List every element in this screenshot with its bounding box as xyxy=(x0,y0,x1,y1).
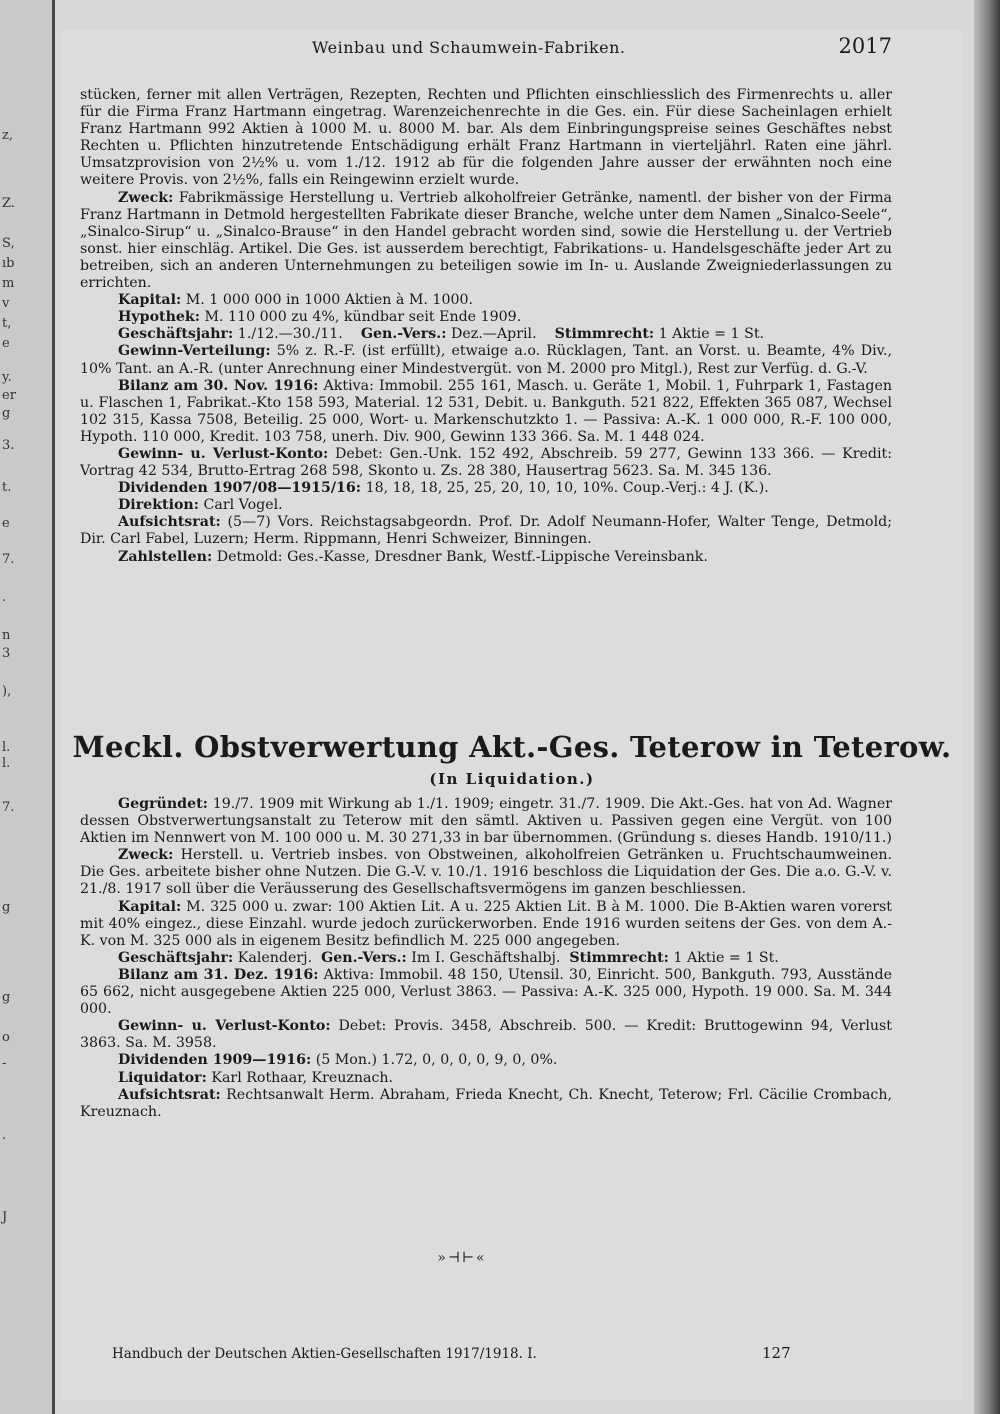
teterow-entry xyxy=(80,796,892,1121)
entry-label: Bilanz am 31. Dez. 1916: xyxy=(118,966,319,983)
margin-fragment: S, xyxy=(2,236,15,251)
margin-fragment: 3 xyxy=(2,646,11,661)
entry-kapital xyxy=(80,292,892,309)
entry-geschaeftsjahr xyxy=(80,326,892,343)
entry-gewinn-verteilung xyxy=(80,343,892,377)
margin-fragment: m xyxy=(2,276,15,291)
entry-text: M. 110 000 zu 4%, kündbar seit Ende 1909. xyxy=(204,309,522,326)
entry-zweck xyxy=(80,190,892,293)
entry-text: Rechtsanwalt Herm. Abraham, Frieda Knecht, Ch. Knecht, Teterow; Frl. Cäcilie Crombach, Kreuznach. xyxy=(80,1086,892,1120)
entry-text: Aktiva: Immobil. 255 161, Masch. u. Geräte 1, Mobil. 1, Fuhrpark 1, Fastagen u. Flaschen 1, Fabrikat.-Kto 158 593, Material. 12 531, Debit. u. Bankguth. 521 822, Effekten 365 087, Wechsel 102 315, Kassa 7508, Beteilig. 25 000, Wort- u. Markenschutzkto 1. — Passiva: A.-K. 1 000 000, R.-F. 100 000, Hypoth. 110 000, Kredit. 103 758, unerh. Div. 900, Gewinn 133 366. Sa. M. 1 448 024. xyxy=(80,377,892,445)
margin-fragment: ıb xyxy=(2,256,15,271)
entry-zweck xyxy=(80,847,892,898)
entry-label: Bilanz am 30. Nov. 1916: xyxy=(118,377,319,394)
entry-text: Debet: Provis. 3458, Abschreib. 500. — Kredit: Bruttogewinn 94, Verlust 3863. Sa. M. 3958. xyxy=(80,1018,892,1052)
margin-fragment: t. xyxy=(2,480,12,495)
margin-fragment: Z. xyxy=(2,196,15,211)
entry-geschaeftsjahr xyxy=(80,950,892,967)
entry-text: 1 Aktie = 1 St. xyxy=(658,326,765,343)
entry-text: Fabrikmässige Herstellung u. Vertrieb alkoholfreier Getränke, namentl. der bisher von der Firma Franz Hartmann in Detmold hergestellten Fabrikate dieser Branche, welche unter dem Namen „Sinalco-Seele“, „Sinalco-Sirup“ u. „Sinalco-Brause“ in den Handel gebracht worden sind, sowie die Herstellung u. der Vertrieb sonst. hier einschläg. Artikel. Die Ges. ist ausserdem berechtigt, Fabrikations- u. Handelsgeschäfte jeder Art zu betreiben, sich an anderen Unternehmungen zu beteiligen sowie im In- u. Auslande Zweigniederlassungen zu errichten. xyxy=(80,189,892,292)
entry-label: Kapital: xyxy=(118,292,182,309)
margin-fragment: l. xyxy=(2,756,11,771)
entry-text: Kalenderj. xyxy=(237,949,313,966)
section-end-ornament: »⊣⊢« xyxy=(437,1250,487,1266)
entry-label: Hypothek: xyxy=(118,309,200,326)
footer-signature-number: 127 xyxy=(762,1344,791,1362)
page-number: 2017 xyxy=(838,34,892,58)
entry-gewinn-verlust xyxy=(80,446,892,480)
liquidation-subtitle: (In Liquidation.) xyxy=(429,770,595,788)
entry-label: Gen.-Vers.: xyxy=(360,326,447,343)
entry-text: (5—7) Vors. Reichstagsabgeordn. Prof. Dr. Adolf Neumann-Hofer, Walter Tenge, Detmold; Dir. Carl Fabel, Luzern; Herm. Rippmann, Henri Schweizer, Binningen. xyxy=(80,514,892,548)
entry-text: Debet: Gen.-Unk. 152 492, Abschreib. 59 277, Gewinn 133 366. — Kredit: Vortrag 42 534, Brutto-Ertrag 268 598, Skonto u. Zs. 28 380, Hausertrag 5623. Sa. M. 345 136. xyxy=(80,445,892,480)
margin-fragment: ), xyxy=(2,684,12,699)
page-edge-shadow xyxy=(974,0,1000,1414)
entry-gegruendet xyxy=(80,796,892,847)
margin-fragment: y. xyxy=(2,370,12,385)
margin-fragment: n xyxy=(2,628,11,643)
entry-label: Direktion: xyxy=(118,497,199,514)
entry-label: Zweck: xyxy=(118,847,174,864)
margin-fragment: 7. xyxy=(2,800,15,815)
entry-label: Zweck: xyxy=(118,189,174,206)
entry-text: 19./7. 1909 mit Wirkung ab 1./1. 1909; eingetr. 31./7. 1909. Die Akt.-Ges. hat von Ad. Wagner dessen Obstverwertungsanstalt zu Teterow mit den sämtl. Aktiven u. Passiven gegen eine Vergüt. von 100 Aktien im Nennwert von M. 100 000 u. M. 30 271,33 in bar übernommen. (Gründung s. dieses Handb. 1910/11.) xyxy=(80,796,892,847)
margin-fragment: g xyxy=(2,406,11,421)
entry-text: 18, 18, 18, 25, 25, 20, 10, 10, 10%. Coup.-Verj.: 4 J. (K.). xyxy=(365,480,769,497)
running-header xyxy=(62,34,892,68)
book-page xyxy=(62,30,962,1400)
margin-fragment: z, xyxy=(2,128,13,143)
entry-liquidator xyxy=(80,1070,892,1087)
sinalco-entry-continued xyxy=(80,87,892,566)
entry-bilanz xyxy=(80,967,892,1018)
company-title: Meckl. Obstverwertung Akt.-Ges. Teterow in Teterow. xyxy=(72,730,952,764)
margin-fragment: g xyxy=(2,990,11,1005)
entry-text: Herstell. u. Vertrieb insbes. von Obstweinen, alkoholfreien Getränken u. Fruchtschaumweinen. Die Ges. arbeitete bisher ohne Nutzen. Die G.-V. v. 10./1. 1916 beschloss die Liquidation der Ges. Die a.o. G.-V. v. 21./8. 1917 soll über die Veräusserung des Gesellschaftsvermögens im ganzen beschliessen. xyxy=(80,847,892,898)
margin-fragment: er xyxy=(2,388,16,403)
entry-label: Geschäftsjahr: xyxy=(118,326,234,343)
margin-fragment: g xyxy=(2,900,11,915)
entry-label: Dividenden 1907/08—1915/16: xyxy=(118,480,362,497)
entry-label: Kapital: xyxy=(118,898,182,915)
entry-label: Liquidator: xyxy=(118,1069,207,1086)
entry-dividenden xyxy=(80,1052,892,1069)
margin-fragment: v xyxy=(2,296,10,311)
margin-fragment: t, xyxy=(2,316,12,331)
entry-text: M. 1 000 000 in 1000 Aktien à M. 1000. xyxy=(185,292,474,309)
previous-page-margin xyxy=(0,0,55,1414)
entry-zahlstellen xyxy=(80,549,892,566)
margin-fragment: e xyxy=(2,516,10,531)
entry-gewinn-verlust xyxy=(80,1018,892,1052)
entry-text: Aktiva: Immobil. 48 150, Utensil. 30, Einricht. 500, Bankguth. 793, Ausstände 65 662, nicht ausgegebene Aktien 225 000, Verlust 3863. — Passiva: A.-K. 325 000, Hypoth. 19 000. Sa. M. 344 000. xyxy=(80,966,892,1018)
margin-fragment: 7. xyxy=(2,552,15,567)
margin-fragment: - xyxy=(2,1056,7,1071)
entry-text: M. 325 000 u. zwar: 100 Aktien Lit. A u. 225 Aktien Lit. B à M. 1000. Die B-Aktien waren vorerst mit 40% eingez., diese Einzahl. wurde jedoch zurückerworben. Ende 1916 wurden seitens der Ges. von dem A.-K. von M. 325 000 als in eigenem Besitz befindlich M. 225 000 angegeben. xyxy=(80,898,892,949)
entry-aufsichtsrat xyxy=(80,514,892,548)
running-title: Weinbau und Schaumwein-Fabriken. xyxy=(312,38,626,57)
entry-label: Gewinn- u. Verlust-Konto: xyxy=(118,445,329,462)
entry-hypothek xyxy=(80,309,892,326)
entry-aufsichtsrat xyxy=(80,1087,892,1121)
intro-paragraph: stücken, ferner mit allen Verträgen, Rezepten, Rechten und Pflichten einschliesslich des Firmenrechts u. aller für die Firma Franz Hartmann eingetrag. Warenzeichenrechte in die Ges. ein. Für diese Sacheinlagen erhielt Franz Hartmann 992 Aktien à 1000 M. u. 8000 M. bar. Als dem Einbringungspreise seines Geschäftes nebst Rechten u. Pflichten hinzutretende Entschädigung erhält Franz Hartmann in vierteljährl. Raten eine jährl. Umsatzprovision von 2½% u. vom 1./12. 1912 ab für die folgenden Jahre ausser der erwähnten noch eine weitere Provis. von 2½%, falls ein Reingewinn erzielt wurde. xyxy=(80,87,892,189)
margin-fragment: l. xyxy=(2,740,11,755)
entry-label: Geschäftsjahr: xyxy=(118,949,234,966)
entry-label: Aufsichtsrat: xyxy=(118,514,221,531)
entry-text: 1 Aktie = 1 St. xyxy=(673,949,779,966)
entry-text: Im I. Geschäftshalbj. xyxy=(411,949,561,966)
entry-text: (5 Mon.) 1.72, 0, 0, 0, 0, 9, 0, 0%. xyxy=(315,1052,558,1069)
margin-fragment: e xyxy=(2,336,10,351)
entry-kapital xyxy=(80,899,892,950)
entry-label: Gewinn- u. Verlust-Konto: xyxy=(118,1018,331,1035)
entry-label: Gegründet: xyxy=(118,796,208,812)
entry-label: Zahlstellen: xyxy=(118,548,213,565)
footer-book-title: Handbuch der Deutschen Aktien-Gesellschaften 1917/1918. I. xyxy=(112,1346,537,1362)
margin-fragment: . xyxy=(2,1128,7,1143)
entry-text: Dez.—April. xyxy=(450,326,537,343)
entry-text: Carl Vogel. xyxy=(203,497,283,514)
entry-text: 5% z. R.-F. (ist erfüllt), etwaige a.o. Rücklagen, Tant. an Vorst. u. Beamte, 4% Div., 10% Tant. an A.-R. (unter Anrechnung einer Mindestvergüt. von M. 2000 pro Mitgl.), Rest zur Verfüg. d. G.-V. xyxy=(80,343,892,377)
page-footer xyxy=(62,1346,962,1370)
entry-label: Stimmrecht: xyxy=(554,326,655,343)
margin-fragment: . xyxy=(2,590,7,605)
entry-label: Gewinn-Verteilung: xyxy=(118,343,271,360)
margin-fragment: J xyxy=(2,1210,8,1225)
entry-text: Karl Rothaar, Kreuznach. xyxy=(211,1069,394,1086)
entry-text: Detmold: Ges.-Kasse, Dresdner Bank, Westf.-Lippische Vereinsbank. xyxy=(216,548,708,565)
entry-text: 1./12.—30./11. xyxy=(237,326,343,343)
entry-direktion xyxy=(80,497,892,514)
entry-label: Stimmrecht: xyxy=(569,949,669,966)
entry-label: Dividenden 1909—1916: xyxy=(118,1052,312,1069)
entry-label: Gen.-Vers.: xyxy=(321,949,407,966)
margin-fragment: o xyxy=(2,1030,10,1045)
entry-label: Aufsichtsrat: xyxy=(118,1086,221,1103)
margin-fragment: 3. xyxy=(2,438,15,453)
entry-dividenden xyxy=(80,480,892,497)
entry-bilanz xyxy=(80,378,892,446)
